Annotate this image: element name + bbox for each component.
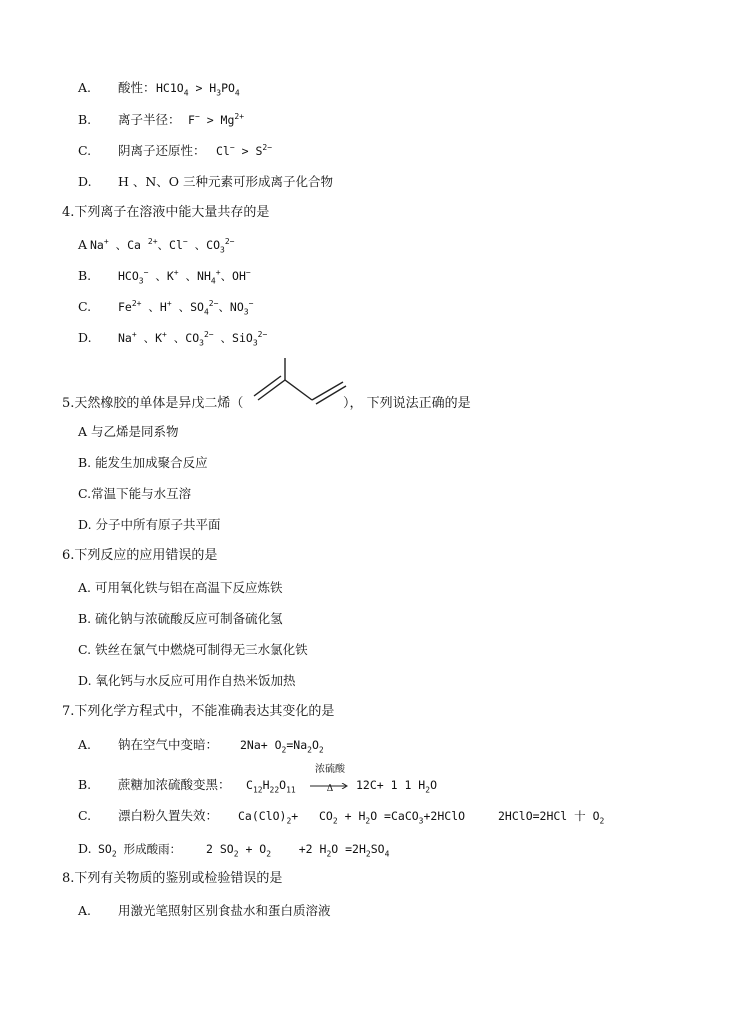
heat-symbol: Δ bbox=[326, 784, 334, 794]
option-letter: D. bbox=[78, 174, 92, 189]
q4-option-d bbox=[78, 330, 268, 348]
q6-option-c: C. 铁丝在氯气中燃烧可制得无三水氯化铁 bbox=[78, 642, 308, 657]
option-letter: A. bbox=[78, 80, 92, 95]
q5-option-c: C.常温下能与水互溶 bbox=[78, 486, 192, 501]
option-text: $SO_2$ 形成酸雨： bbox=[98, 842, 182, 859]
option-letter: A bbox=[78, 237, 88, 252]
option-formula: $C_{12}H_{22}O_{11}$ bbox=[246, 778, 296, 795]
q7-option-c bbox=[78, 808, 605, 826]
q8-option-a bbox=[78, 903, 331, 919]
option-letter: C. bbox=[78, 299, 92, 314]
isoprene-structure bbox=[250, 350, 350, 410]
option-formula: $Ca(ClO)_2+ CO_2 + H_2O$ =CaCO$_3$+2HClO bbox=[238, 809, 466, 826]
q6-option-b: B. 硫化钠与浓硫酸反应可制备硫化氢 bbox=[78, 611, 283, 626]
arrow-condition: 浓硫酸 bbox=[315, 764, 345, 775]
option-letter: D. bbox=[78, 841, 92, 856]
option-text: H 、N、O 三种元素可形成离子化合物 bbox=[118, 174, 334, 189]
option-letter: B. bbox=[78, 777, 92, 792]
q4-option-b bbox=[78, 268, 251, 286]
q3-option-b bbox=[78, 112, 245, 128]
q7-option-a bbox=[78, 737, 324, 755]
q3-option-c bbox=[78, 143, 273, 159]
option-formula: $F^- > Mg^{2+}$ bbox=[188, 112, 245, 127]
option-letter: B. bbox=[78, 268, 92, 283]
q7-option-d bbox=[78, 841, 390, 859]
q7-stem: 7.下列化学方程式中，不能准确表达其变化的是 bbox=[62, 704, 335, 719]
option-formula: Na+ 、Ca $^{2+}$、Cl− 、$CO_3^{2-}$ bbox=[90, 237, 235, 255]
q5-stem-part1: 5.天然橡胶的单体是异戊二烯（ bbox=[62, 396, 244, 411]
option-letter: B. bbox=[78, 112, 92, 127]
option-text: 酸性： bbox=[118, 80, 156, 95]
option-text: 钠在空气中变暗： bbox=[118, 737, 219, 752]
q5-option-d: D. 分子中所有原子共平面 bbox=[78, 517, 221, 532]
option-formula: Na+ 、K+ 、$CO_3^{2-}$ 、SiO$_3^{2-}$ bbox=[118, 330, 268, 348]
q7-option-b bbox=[78, 764, 438, 795]
option-text: 离子半径： bbox=[118, 112, 181, 127]
q3-option-a bbox=[78, 80, 240, 98]
q4-stem: 4.下列离子在溶液中能大量共存的是 bbox=[62, 205, 270, 220]
q4-option-a bbox=[78, 237, 235, 255]
q6-option-d: D. 氧化钙与水反应可用作自热米饭加热 bbox=[78, 673, 296, 688]
option-letter: A. bbox=[78, 903, 92, 918]
option-text: 用激光笔照射区别食盐水和蛋白质溶液 bbox=[118, 903, 331, 918]
option-formula: 2 $SO_2 + O_2$ +2 $H_2O =2H_2SO_4$ bbox=[206, 842, 390, 859]
option-text: 阴离子还原性： bbox=[118, 143, 206, 158]
q3-option-d bbox=[78, 174, 334, 190]
q6-stem: 6.下列反应的应用错误的是 bbox=[62, 548, 218, 563]
option-formula: $2Na+ O_2=Na_2O_2$ bbox=[240, 738, 324, 755]
q5-option-b: B. 能发生加成聚合反应 bbox=[78, 455, 208, 470]
option-formula: $HC1O_4 > H_3PO_4$ bbox=[156, 81, 240, 98]
option-text: 蔗糖加浓硫酸变黑： bbox=[118, 777, 231, 792]
option-letter: D. bbox=[78, 330, 92, 345]
option-formula: $Cl^- > S^{2-}$ bbox=[216, 143, 273, 158]
option-text: 漂白粉久置失效： bbox=[118, 808, 219, 823]
q4-option-c bbox=[78, 299, 254, 317]
option-formula: $HCO_3^-$ 、K+ 、$NH_4^+$、OH− bbox=[118, 268, 251, 286]
option-letter: C. bbox=[78, 143, 92, 158]
q5-option-a: A 与乙烯是同系物 bbox=[78, 424, 179, 439]
q8-stem: 8.下列有关物质的鉴别或检验错误的是 bbox=[62, 871, 283, 886]
q6-option-a: A. 可用氧化铁与铝在高温下反应炼铁 bbox=[78, 580, 283, 595]
q5-stem-part2: ）， 下列说法正确的是 bbox=[343, 396, 471, 411]
option-letter: C. bbox=[78, 808, 92, 823]
option-letter: A. bbox=[78, 737, 92, 752]
option-formula: $Fe^{2+}$ 、H+ 、$SO_4^{2-}$、$NO_3^-$ bbox=[118, 299, 254, 317]
option-extra-equation: 2HClO=2HCl 十 $O_2$ bbox=[498, 809, 605, 826]
option-product: 12C+ 1 1 $H_2O$ bbox=[356, 778, 438, 795]
